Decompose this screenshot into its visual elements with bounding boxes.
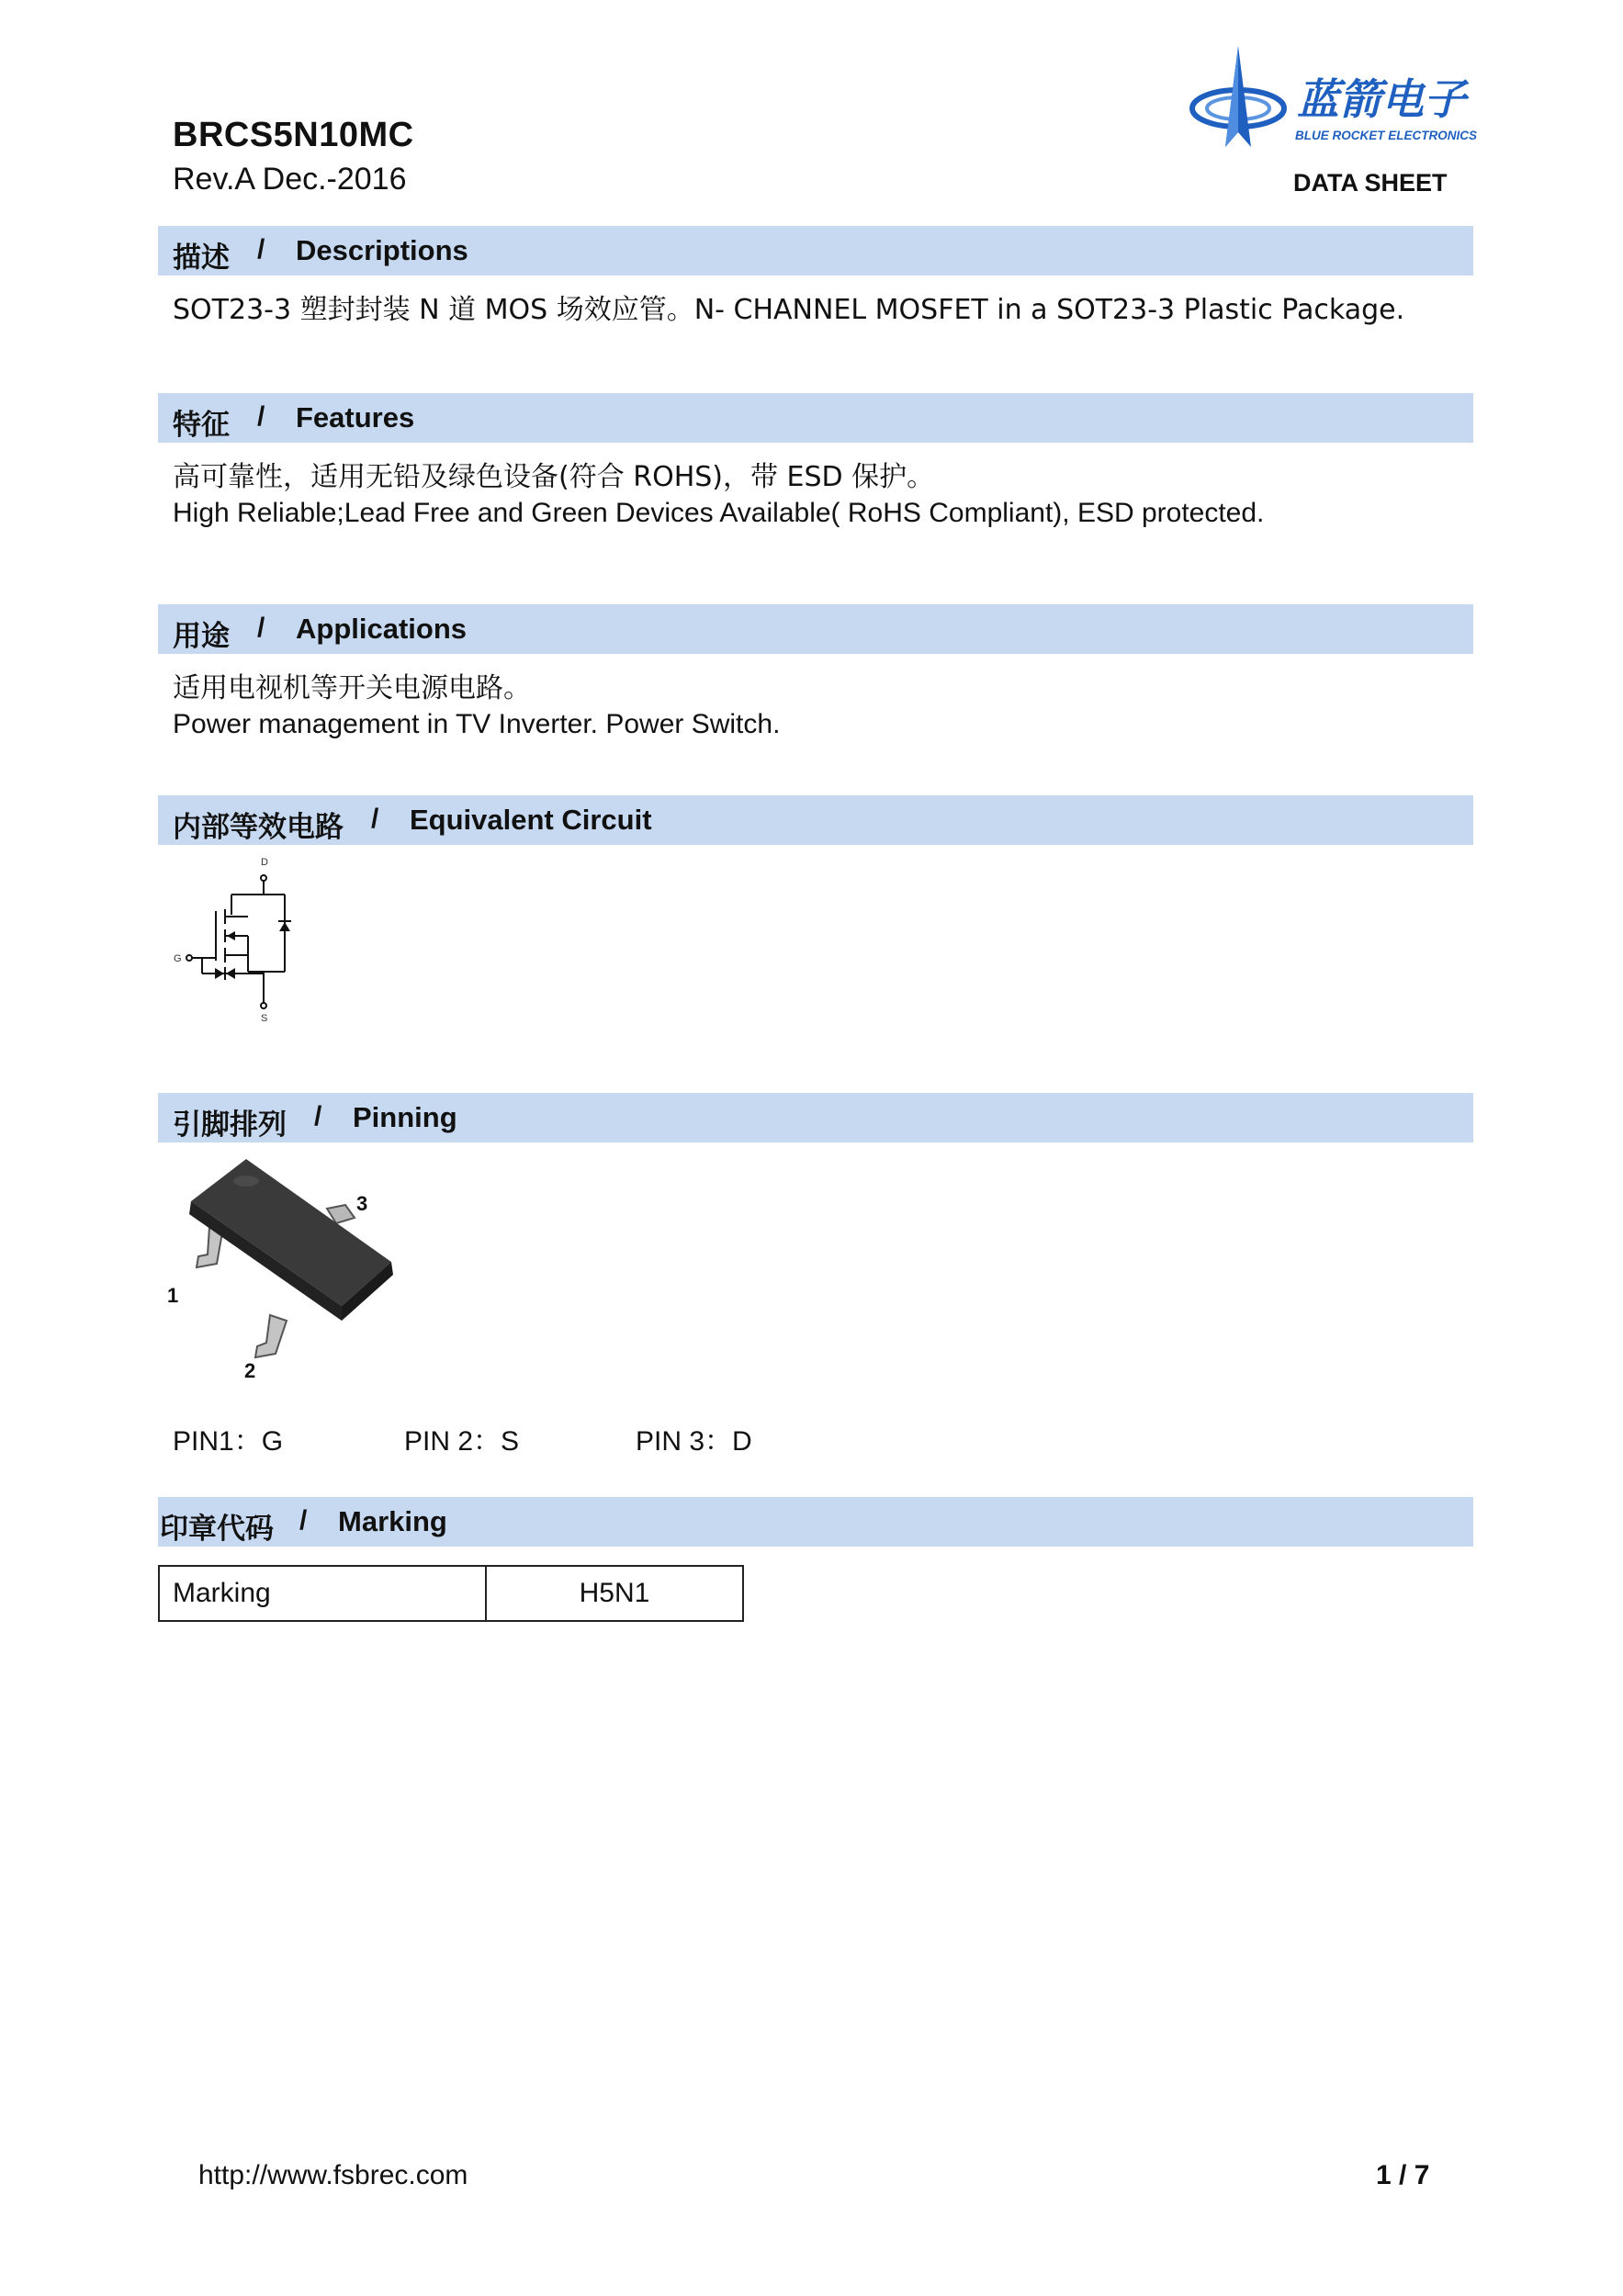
drain-label: D [261, 857, 268, 868]
section-title-en: Applications [296, 613, 468, 645]
pin3-assignment: PIN 3：D [636, 1426, 752, 1457]
logo-cn-text: 蓝箭电子 [1297, 74, 1466, 124]
section-title-cn: 印章代码 [160, 1513, 274, 1546]
description-text: SOT23-3 塑封封装 N 道 MOS 场效应管。N- CHANNEL MOSFET in a SOT23-3 Plastic Package. [173, 294, 1405, 326]
section-title-en: Descriptions [296, 234, 468, 266]
section-title-en: Equivalent Circuit [410, 804, 652, 836]
section-separator: / [257, 613, 265, 643]
marking-value-cell: H5N1 [486, 1566, 743, 1621]
sot23-package-image [162, 1154, 400, 1383]
applications-text-cn: 适用电视机等开关电源电路。 [173, 672, 531, 704]
section-title-en: Pinning [353, 1101, 457, 1133]
section-applications-header [158, 604, 1473, 654]
pin-number-2: 2 [244, 1359, 256, 1382]
rocket-logo-icon [1185, 44, 1479, 163]
section-separator: / [257, 234, 265, 264]
gate-label: G [174, 953, 182, 964]
table-row [159, 1566, 743, 1621]
section-separator: / [257, 401, 265, 432]
applications-text-en: Power management in TV Inverter. Power Switch. [173, 709, 781, 739]
equivalent-circuit-diagram [165, 850, 312, 1025]
revision: Rev.A Dec.-2016 [173, 162, 407, 197]
section-title-cn: 特征 [173, 409, 230, 442]
section-descriptions-header [158, 226, 1473, 276]
section-marking-header [158, 1497, 1473, 1547]
section-separator: / [371, 804, 379, 834]
section-title-en: Features [296, 401, 415, 433]
section-separator: / [299, 1505, 308, 1536]
section-title-en: Marking [338, 1505, 447, 1537]
marking-table [158, 1565, 744, 1622]
pin2-assignment: PIN 2：S [404, 1426, 520, 1457]
section-title-cn: 内部等效电路 [173, 811, 344, 844]
section-pinning-header [158, 1093, 1473, 1142]
section-features-header [158, 393, 1473, 443]
section-title-cn: 用途 [173, 620, 230, 653]
logo-en-text: BLUE ROCKET ELECTRONICS [1295, 129, 1478, 142]
pin-number-3: 3 [356, 1192, 368, 1215]
source-label: S [261, 1013, 268, 1024]
page-number: 1 / 7 [1376, 2160, 1430, 2190]
section-title-cn: 描述 [173, 242, 230, 275]
part-number: BRCS5N10MC [173, 116, 414, 154]
pin-number-1: 1 [167, 1284, 179, 1307]
section-title-cn: 引脚排列 [173, 1109, 287, 1142]
doc-type-label: DATA SHEET [1293, 169, 1448, 197]
footer-url[interactable]: http://www.fsbrec.com [198, 2160, 468, 2190]
features-text-cn: 高可靠性，适用无铅及绿色设备(符合 ROHS)，带 ESD 保护。 [173, 461, 935, 493]
company-logo [1185, 44, 1479, 163]
marking-label-cell: Marking [159, 1566, 486, 1621]
pin1-assignment: PIN1：G [173, 1426, 284, 1457]
section-separator: / [314, 1101, 322, 1131]
section-circuit-header [158, 795, 1473, 845]
features-text-en: High Reliable;Lead Free and Green Devices Available( RoHS Compliant), ESD protected. [173, 498, 1265, 528]
